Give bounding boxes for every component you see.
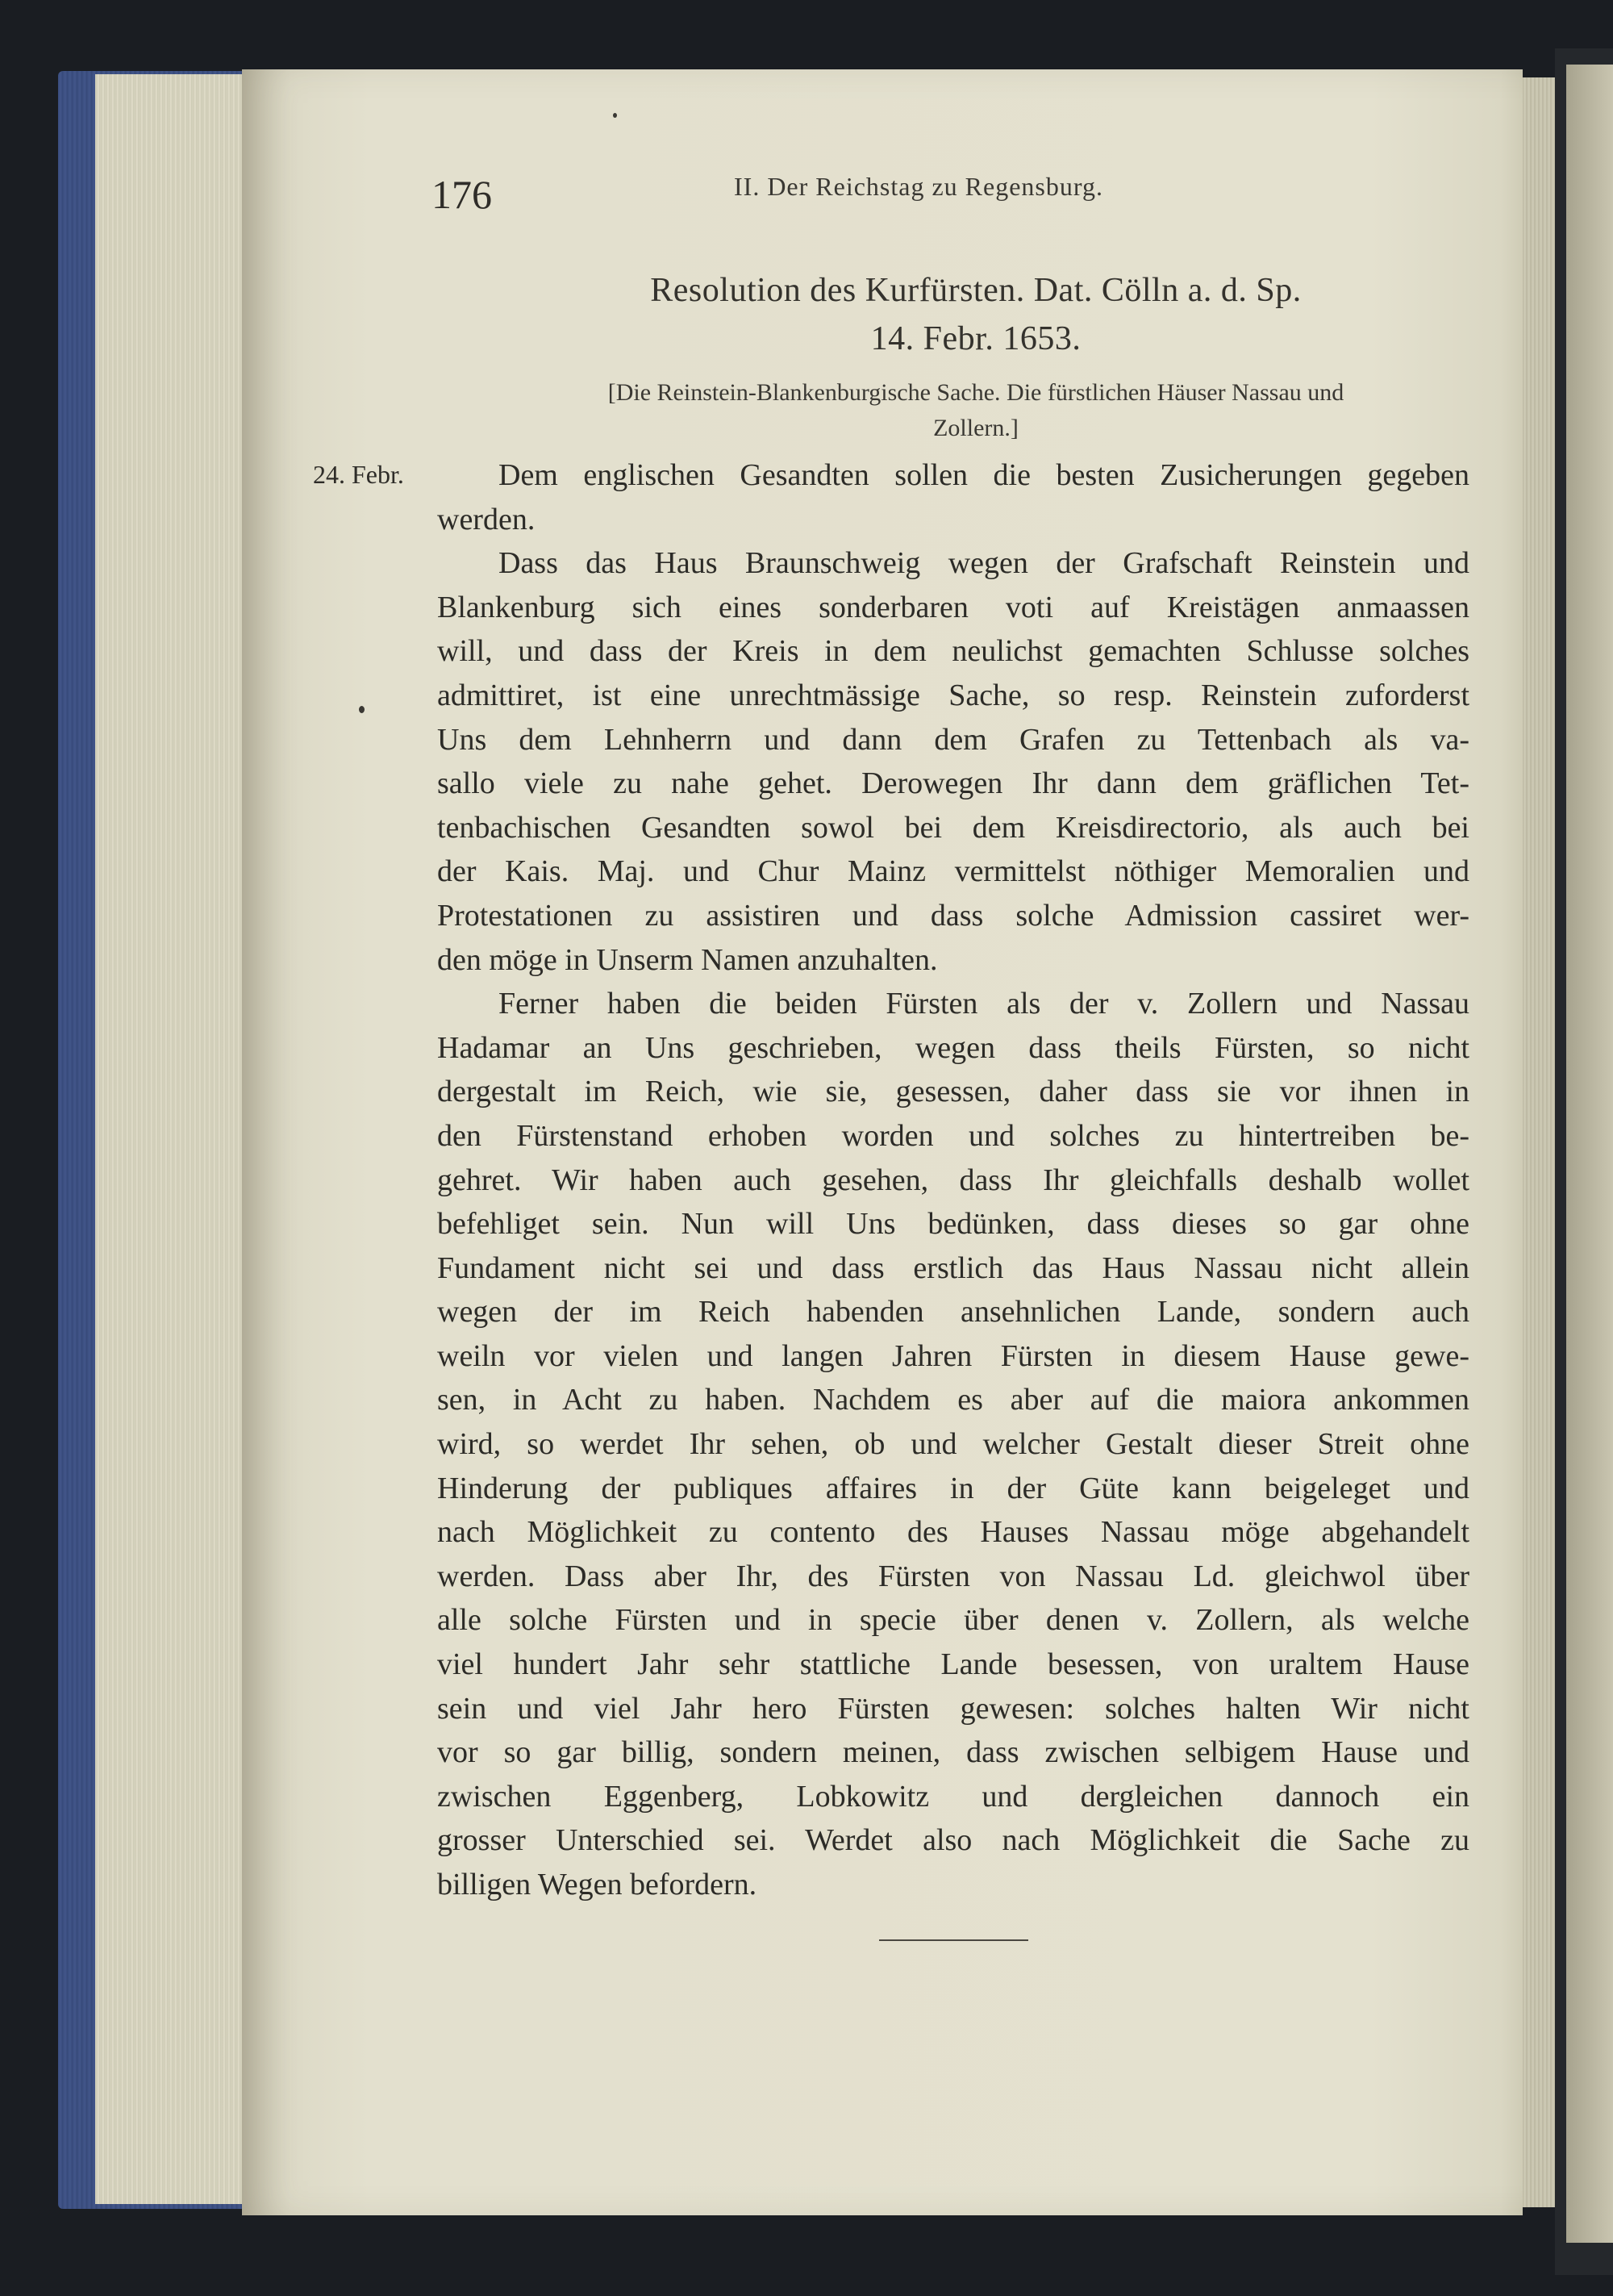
summary-line-1: [Die Reinstein-Blankenburgische Sache. Die fürstlichen Häuser Nassau und — [607, 379, 1344, 406]
print-speck — [613, 113, 617, 118]
body-line: vor so gar billig, sondern meinen, dass zwischen selbigem Hause und — [437, 1735, 1469, 1770]
body-line: Protestationen zu assistiren und dass solche Admission cassiret wer- — [437, 898, 1469, 933]
body-line: wegen der im Reich habenden ansehnlichen Lande, sondern auch — [437, 1295, 1469, 1330]
body-line: sen, in Acht zu haben. Nachdem es aber auf die maiora ankommen — [437, 1383, 1469, 1417]
page-number: 176 — [431, 172, 492, 217]
body-line: dergestalt im Reich, wie sie, gesessen, daher dass sie vor ihnen in — [437, 1075, 1469, 1109]
body-line: sallo viele zu nahe gehet. Derowegen Ihr dann dem gräflichen Tet- — [437, 766, 1469, 801]
body-line: Dem englischen Gesandten sollen die besten Zusicherungen gegeben — [498, 458, 1469, 492]
body-line: befehliget sein. Nun will Uns bedünken, dass dieses so gar ohne — [437, 1207, 1469, 1242]
body-line: Hadamar an Uns geschrieben, wegen dass theils Fürsten, so nicht — [437, 1030, 1469, 1065]
body-line: viel hundert Jahr sehr stattliche Lande besessen, von uraltem Hause — [437, 1647, 1469, 1682]
body-line: Uns dem Lehnherrn und dann dem Grafen zu Tettenbach als va- — [437, 722, 1469, 757]
document-summary — [452, 375, 1500, 446]
body-line: alle solche Fürsten und in specie über denen v. Zollern, als welche — [437, 1603, 1469, 1638]
body-line: admittiret, ist eine unrechtmässige Sache, so resp. Reinstein zuforderst — [437, 678, 1469, 712]
body-line: Dass das Haus Braunschweig wegen der Grafschaft Reinstein und — [498, 546, 1469, 581]
body-line: wird, so werdet Ihr sehen, ob und welcher Gestalt dieser Streit ohne — [437, 1427, 1469, 1462]
title-line-1: Resolution des Kurfürsten. Dat. Cölln a. d. Sp. — [650, 272, 1302, 309]
page-edges-right — [1523, 77, 1555, 2207]
running-head — [431, 155, 1520, 219]
body-line: nach Möglichkeit zu contento des Hauses Nassau möge abgehandelt — [437, 1515, 1469, 1550]
body-line: den Fürstenstand erhoben worden und solches zu hintertreiben be- — [437, 1118, 1469, 1153]
body-line: Blankenburg sich eines sonderbaren voti auf Kreistägen anmaassen — [437, 590, 1469, 624]
document-title — [436, 266, 1516, 363]
title-line-2: 14. Febr. 1653. — [870, 320, 1082, 357]
body-line: werden. — [437, 502, 536, 536]
body-line: Ferner haben die beiden Fürsten als der v. Zollern und Nassau — [498, 987, 1469, 1021]
margin-date: 24. Febr. — [313, 460, 404, 489]
body-line: der Kais. Maj. und Chur Mainz vermittelst nöthiger Memoralien und — [437, 854, 1469, 889]
facing-page-strip — [1566, 65, 1613, 2243]
body-line: weiln vor vielen und langen Jahren Fürsten in diesem Hause gewe- — [437, 1338, 1469, 1373]
body-line: will, und dass der Kreis in dem neulichst gemachten Schlusse solches — [437, 634, 1469, 669]
body-line: tenbachischen Gesandten sowol bei dem Kreisdirectorio, als auch bei — [437, 810, 1469, 845]
body-line: werden. Dass aber Ihr, des Fürsten von Nassau Ld. gleichwol über — [437, 1559, 1469, 1593]
body-line: Fundament nicht sei und dass erstlich das Haus Nassau nicht allein — [437, 1250, 1469, 1285]
body-line: den möge in Unserm Namen anzuhalten. — [437, 942, 938, 977]
running-head-title: II. Der Reichstag zu Regensburg. — [734, 172, 1103, 201]
body-line: Hinderung der publiques affaires in der Güte kann beigeleget und — [437, 1471, 1469, 1505]
body-line: sein und viel Jahr hero Fürsten gewesen: solches halten Wir nicht — [437, 1691, 1469, 1726]
body-line: gehret. Wir haben auch gesehen, dass Ihr gleichfalls deshalb wollet — [437, 1163, 1469, 1197]
end-rule — [879, 1939, 1028, 1941]
body-text — [437, 453, 1469, 1907]
summary-line-2: Zollern.] — [933, 415, 1019, 441]
body-line: billigen Wegen befordern. — [437, 1868, 757, 1902]
print-speck — [359, 706, 365, 713]
body-line: zwischen Eggenberg, Lobkowitz und dergleichen dannoch ein — [437, 1779, 1469, 1814]
page-edges-left — [95, 74, 256, 2204]
body-line: grosser Unterschied sei. Werdet also nach Möglichkeit die Sache zu — [437, 1823, 1469, 1858]
